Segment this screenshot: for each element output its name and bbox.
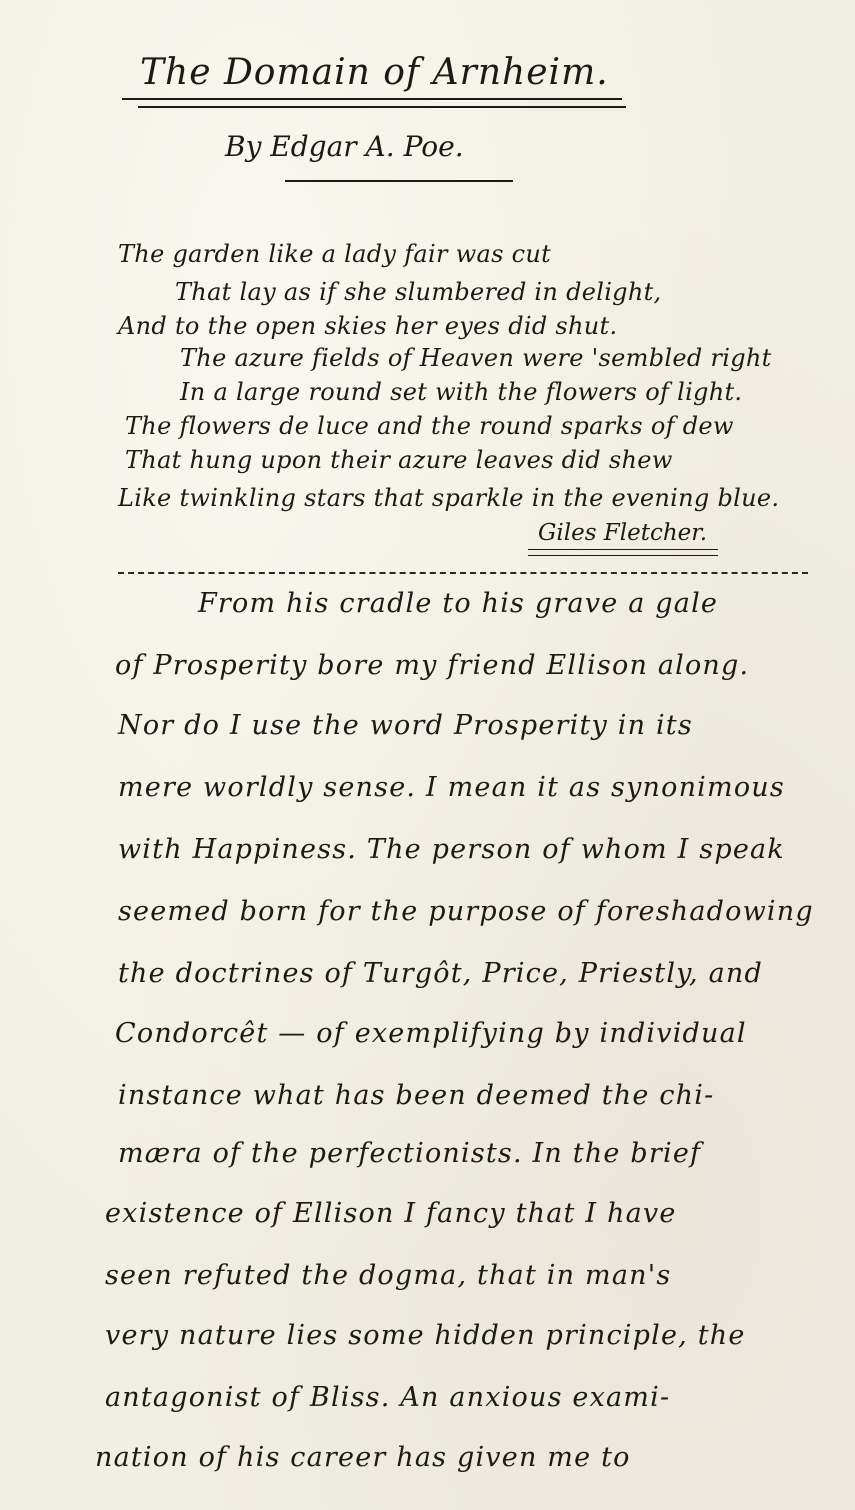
- body-line: with Happiness. The person of whom I speak: [118, 834, 785, 865]
- title-underline-2: [138, 106, 626, 108]
- body-line: of Prosperity bore my friend Ellison along.: [115, 650, 750, 681]
- section-divider: [118, 572, 808, 574]
- epigraph-line: That lay as if she slumbered in delight,: [175, 278, 662, 306]
- body-line: Condorcêt — of exemplifying by individual: [115, 1018, 747, 1049]
- body-line: From his cradle to his grave a gale: [198, 588, 719, 619]
- body-line: very nature lies some hidden principle, the: [105, 1320, 746, 1351]
- epigraph-line: The azure fields of Heaven were 'sembled right: [180, 344, 772, 372]
- epigraph-line: Like twinkling stars that sparkle in the evening blue.: [118, 484, 780, 512]
- attribution-underline-2: [528, 555, 718, 556]
- body-line: mere worldly sense. I mean it as synonimous: [118, 772, 785, 803]
- body-line: existence of Ellison I fancy that I have: [105, 1198, 677, 1229]
- epigraph-line: And to the open skies her eyes did shut.: [118, 312, 618, 340]
- epigraph-attribution: Giles Fletcher.: [538, 520, 708, 546]
- body-line: antagonist of Bliss. An anxious exami-: [105, 1382, 671, 1413]
- title-underline-1: [122, 98, 622, 100]
- body-line: nation of his career has given me to: [95, 1442, 631, 1473]
- epigraph-line: The flowers de luce and the round sparks of dew: [125, 412, 734, 440]
- body-line: mæra of the perfectionists. In the brief: [118, 1138, 702, 1169]
- body-line: Nor do I use the word Prosperity in its: [118, 710, 693, 741]
- epigraph-line: That hung upon their azure leaves did shew: [125, 446, 673, 474]
- body-line: seemed born for the purpose of foreshadowing: [118, 896, 814, 927]
- body-line: seen refuted the dogma, that in man's: [105, 1260, 672, 1291]
- byline-underline: [285, 180, 513, 182]
- epigraph-line: In a large round set with the flowers of light.: [180, 378, 743, 406]
- body-line: instance what has been deemed the chi-: [118, 1080, 715, 1111]
- page-title: The Domain of Arnheim.: [140, 52, 609, 93]
- epigraph-line: The garden like a lady fair was cut: [118, 240, 552, 268]
- author-byline: By Edgar A. Poe.: [225, 130, 464, 163]
- body-line: the doctrines of Turgôt, Price, Priestly, and: [118, 958, 763, 989]
- attribution-underline-1: [528, 549, 718, 550]
